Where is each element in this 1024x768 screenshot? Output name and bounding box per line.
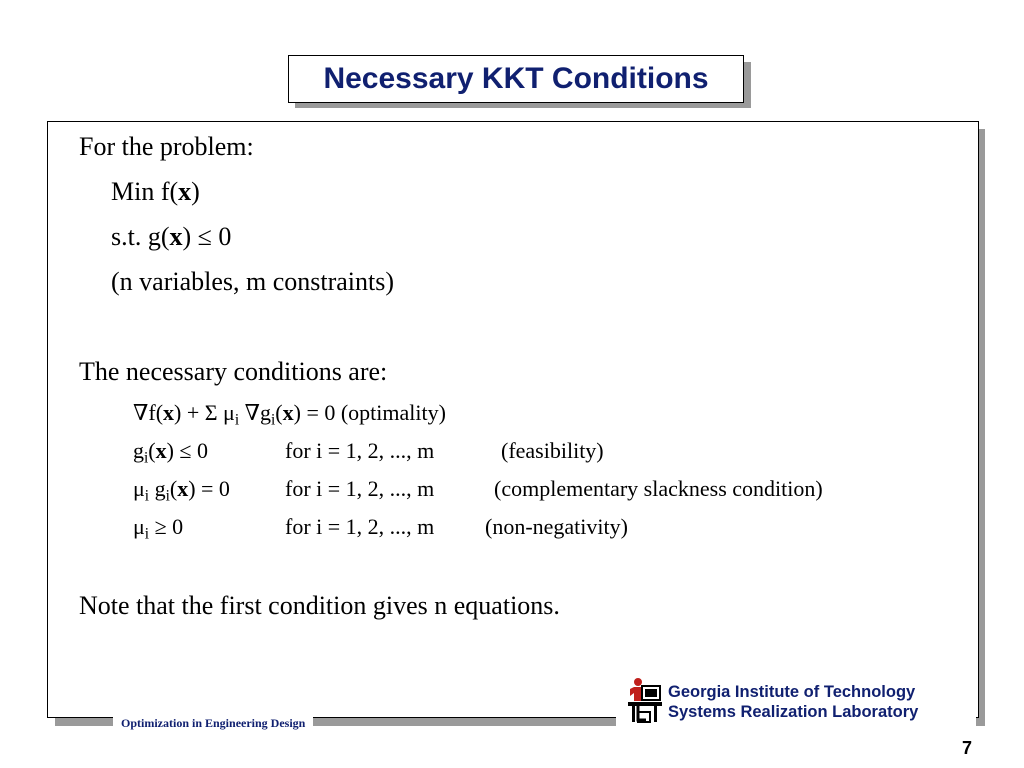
complementary-expr: $\mu_i$ $g_i(x) = 0$ [133, 476, 230, 505]
nonnegativity-range: for i = 1, 2, ..., m [285, 514, 435, 539]
org-line-2: Systems Realization Laboratory [668, 703, 919, 721]
feasibility-expr: $g_i(x) \le 0$ [133, 438, 209, 467]
slide-title [288, 55, 744, 103]
course-label: Optimization in Engineering Design [113, 714, 313, 732]
organization-logo-area [616, 674, 976, 726]
srl-logo-icon [624, 676, 666, 726]
content-box [47, 121, 979, 718]
complementary-range: for i = 1, 2, ..., m [285, 476, 435, 501]
note-line: Note that the first condition gives n equations. [79, 591, 560, 620]
page-number: 7 [962, 738, 973, 758]
conditions-intro: The necessary conditions are: [79, 357, 388, 386]
organization-name [668, 682, 918, 722]
constraint-line: s.t. g(x) ≤ 0 [111, 222, 232, 251]
optimality-condition: ∇f(x) + Σ $\mu_i$ $\nabla g_i(x) = 0$ (optimality) [133, 400, 446, 429]
nonnegativity-label: (non-negativity) [485, 514, 628, 539]
nonnegativity-expr: $\mu_i \ge 0$ [133, 514, 184, 543]
feasibility-range: for i = 1, 2, ..., m [285, 438, 435, 463]
dimensions-line: (n variables, m constraints) [111, 267, 395, 296]
problem-intro: For the problem: [79, 132, 254, 161]
objective-line: Min f(x) [111, 177, 200, 206]
feasibility-label: (feasibility) [501, 438, 604, 463]
org-line-1: Georgia Institute of Technology [668, 683, 916, 701]
slide-title-text: Necessary KKT Conditions [323, 62, 709, 95]
complementary-label: (complementary slackness condition) [494, 476, 823, 501]
